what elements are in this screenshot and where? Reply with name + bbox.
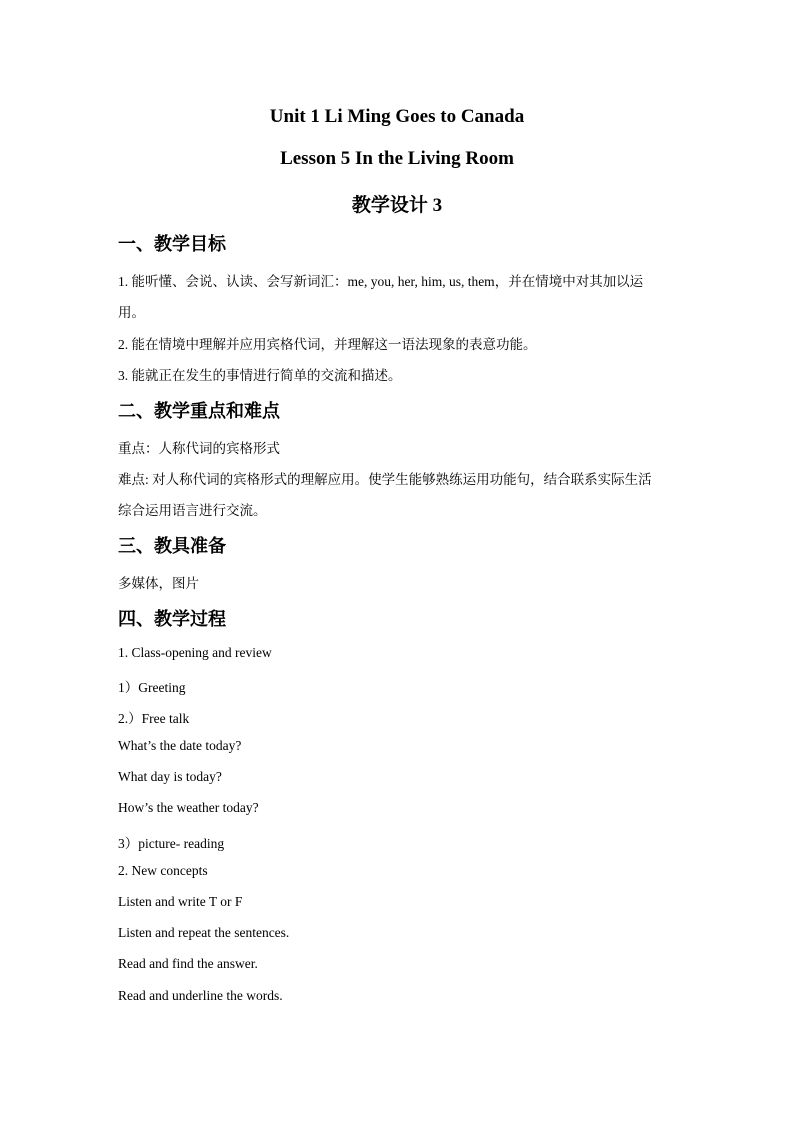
process-line: Listen and repeat the sentences. [118, 925, 290, 940]
process-line: Read and underline the words. [118, 988, 283, 1003]
objective-item-1-line-2: 用。 [118, 305, 145, 320]
focus-text: 重点：人称代词的宾格形式 [118, 441, 280, 456]
process-line: 3）picture- reading [118, 836, 225, 851]
design-title: 教学设计 3 [351, 195, 443, 216]
objectives-heading: 一、教学目标 [118, 234, 226, 254]
objective-item-2: 2. 能在情境中理解并应用宾格代词，并理解这一语法现象的表意功能。 [118, 337, 537, 352]
objective-item-3: 3. 能就正在发生的事情进行简单的交流和描述。 [118, 368, 402, 383]
process-line: How’s the weather today? [118, 800, 259, 815]
process-line: 2.）Free talk [118, 711, 190, 726]
difficulty-text-line-2: 综合运用语言进行交流。 [118, 503, 267, 518]
process-line: 1）Greeting [118, 680, 186, 695]
objective-item-1-line-1: 1. 能听懂、会说、认读、会写新词汇：me, you, her, him, us, them，并在情境中对其加以运 [118, 274, 644, 289]
process-line: What day is today? [118, 769, 222, 784]
process-line: 1. Class-opening and review [118, 645, 272, 660]
key-points-heading: 二、教学重点和难点 [118, 401, 280, 421]
materials-text: 多媒体，图片 [118, 576, 199, 591]
process-line: Listen and write T or F [118, 894, 243, 909]
process-line: 2. New concepts [118, 863, 208, 878]
unit-title: Unit 1 Li Ming Goes to Canada [269, 106, 525, 127]
process-line: Read and find the answer. [118, 956, 258, 971]
process-heading: 四、教学过程 [118, 609, 226, 629]
difficulty-text-line-1: 难点: 对人称代词的宾格形式的理解应用。使学生能够熟练运用功能句，结合联系实际生活 [118, 472, 652, 487]
materials-heading: 三、教具准备 [118, 536, 226, 556]
process-line: What’s the date today? [118, 738, 242, 753]
lesson-title: Lesson 5 In the Living Room [280, 148, 514, 169]
